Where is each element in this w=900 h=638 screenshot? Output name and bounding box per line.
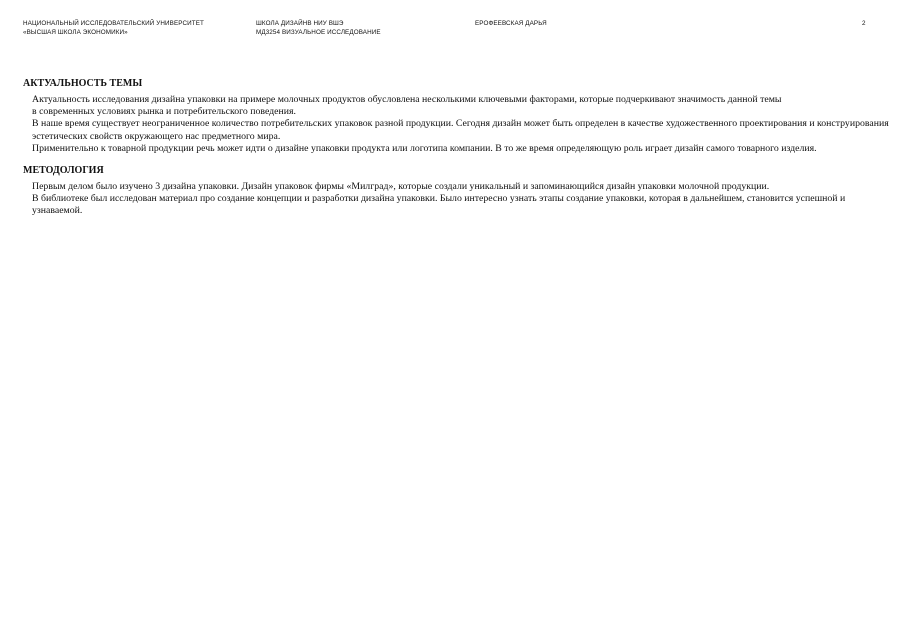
school-course xyxy=(256,20,381,37)
document-body xyxy=(23,78,893,228)
paragraph: В наше время существует неограниченное количество потребительских упаковок разной продукции. Сегодня дизайн может быть определен в качестве художественного проектирования и конструирования эстетических свойств окружающего нас предметного мира. xyxy=(32,118,889,142)
page-number xyxy=(862,20,866,29)
author-name-text: ЕРОФЕЕВСКАЯ ДАРЬЯ xyxy=(475,20,547,27)
section-body xyxy=(32,181,893,218)
section-title: МЕТОДОЛОГИЯ xyxy=(23,165,104,177)
section-body xyxy=(32,94,893,155)
section-relevance xyxy=(23,78,893,155)
paragraph: Актуальность исследования дизайна упаковки на примере молочных продуктов обусловлена несколькими ключевыми факторами, которые подчеркивают значимость данной темы xyxy=(32,94,782,105)
paragraph: Первым делом было изучено 3 дизайна упаковки. Дизайн упаковок фирмы «Милград», которые создали уникальный и запоминающийся дизайн упаковки молочной продукции. xyxy=(32,181,770,193)
university-name xyxy=(23,20,204,37)
paragraph: в современных условиях рынка и потребительского поведения. xyxy=(32,106,296,118)
page-header xyxy=(0,20,900,44)
page-number-text: 2 xyxy=(862,20,866,27)
university-name-line2: «ВЫСШАЯ ШКОЛА ЭКОНОМИКИ» xyxy=(23,28,128,36)
paragraph: В библиотеке был исследован материал про создание концепции и разработки дизайна упаковки. Было интересно узнать этапы создание упаковки, которая в дальнейшем, становится успешной и узнаваемой. xyxy=(32,193,846,217)
school-name: ШКОЛА ДИЗАЙНВ НИУ ВШЭ xyxy=(256,20,344,27)
section-methodology xyxy=(23,165,893,218)
university-name-line1: НАЦИОНАЛЬНЫЙ ИССЛЕДОВАТЕЛЬСКИЙ УНИВЕРСИТЕТ xyxy=(23,20,204,27)
section-title: АКТУАЛЬНОСТЬ ТЕМЫ xyxy=(23,78,143,89)
course-name: МД3254 ВИЗУАЛЬНОЕ ИССЛЕДОВАНИЕ xyxy=(256,28,381,36)
author-name xyxy=(475,20,547,29)
paragraph: Применительно к товарной продукции речь может идти о дизайне упаковки продукта или логотипа компании. В то же время определяющую роль играет дизайн самого товарного изделия. xyxy=(32,142,817,154)
